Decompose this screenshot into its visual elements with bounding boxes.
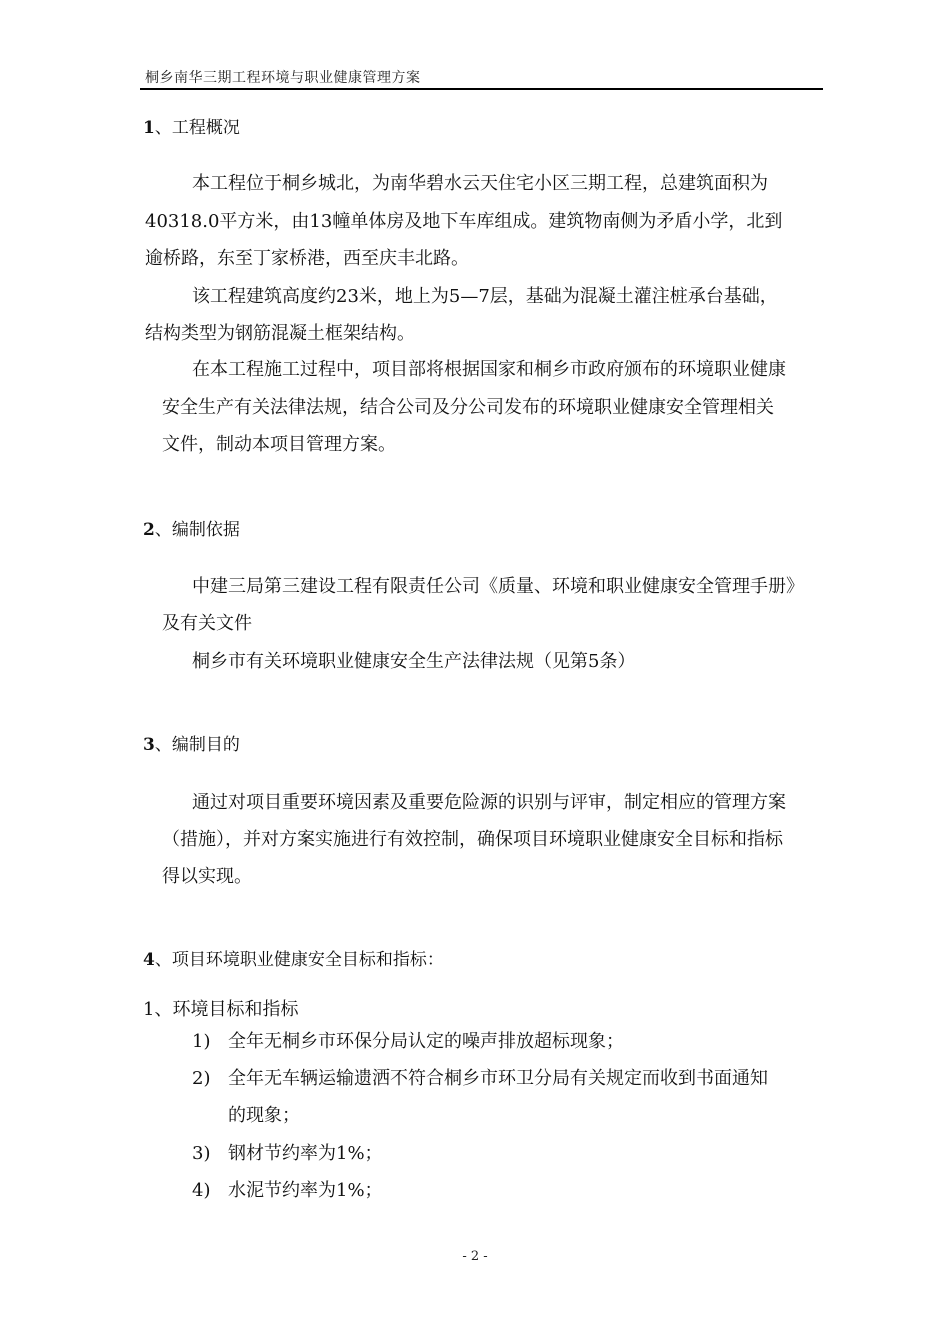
section-number: 2 bbox=[143, 520, 155, 540]
list-item-text: 全年无桐乡市环保分局认定的噪声排放超标现象； bbox=[228, 1031, 624, 1052]
section-number: 4 bbox=[143, 950, 155, 970]
paragraph-line: 通过对项目重要环境因素及重要危险源的识别与评审，制定相应的管理方案 bbox=[192, 792, 786, 813]
list-item-marker: 4) bbox=[192, 1180, 211, 1201]
paragraph-line: 文件，制动本项目管理方案。 bbox=[162, 434, 396, 455]
paragraph-line: 中建三局第三建设工程有限责任公司《质量、环境和职业健康安全管理手册》 bbox=[192, 576, 804, 597]
section-title: 、项目环境职业健康安全目标和指标： bbox=[154, 950, 444, 970]
paragraph-line: 40318.0平方米，由13幢单体房及地下车库组成。建筑物南侧为矛盾小学，北到 bbox=[145, 211, 783, 232]
section-title: 、编制依据 bbox=[154, 520, 240, 540]
paragraph-line: 安全生产有关法律法规，结合公司及分公司发布的环境职业健康安全管理相关 bbox=[162, 397, 774, 418]
section-title: 、编制目的 bbox=[154, 735, 240, 755]
subsection-heading: 1、环境目标和指标 bbox=[143, 999, 299, 1020]
paragraph-line: 逾桥路，东至丁家桥港，西至庆丰北路。 bbox=[145, 248, 469, 269]
section-heading-2 bbox=[143, 518, 240, 542]
paragraph-line: （措施），并对方案实施进行有效控制，确保项目环境职业健康安全目标和指标 bbox=[162, 829, 783, 850]
paragraph-line: 得以实现。 bbox=[162, 866, 252, 887]
paragraph-line: 及有关文件 bbox=[162, 613, 252, 634]
section-title: 、工程概况 bbox=[154, 118, 240, 138]
list-item-text: 钢材节约率为1%； bbox=[228, 1143, 383, 1164]
page-number: - 2 - bbox=[462, 1249, 488, 1264]
list-item-marker: 1) bbox=[192, 1031, 211, 1052]
paragraph-line: 该工程建筑高度约23米，地上为5—7层，基础为混凝土灌注桩承台基础， bbox=[192, 286, 778, 307]
section-heading-3 bbox=[143, 733, 240, 757]
paragraph-line: 桐乡市有关环境职业健康安全生产法律法规（见第5条） bbox=[192, 651, 636, 672]
section-number: 1 bbox=[143, 118, 155, 138]
list-item-marker: 3) bbox=[192, 1143, 211, 1164]
section-heading-1 bbox=[143, 116, 240, 140]
list-item-marker: 2) bbox=[192, 1068, 211, 1089]
running-header: 桐乡南华三期工程环境与职业健康管理方案 bbox=[145, 70, 421, 86]
header-divider bbox=[140, 88, 823, 90]
paragraph-line: 在本工程施工过程中，项目部将根据国家和桐乡市政府颁布的环境职业健康 bbox=[192, 359, 786, 380]
list-item-text: 的现象； bbox=[228, 1105, 300, 1126]
section-heading-4 bbox=[143, 948, 444, 972]
section-number: 3 bbox=[143, 735, 155, 755]
paragraph-line: 结构类型为钢筋混凝土框架结构。 bbox=[145, 323, 415, 344]
list-item-text: 全年无车辆运输遗洒不符合桐乡市环卫分局有关规定而收到书面通知 bbox=[228, 1068, 768, 1089]
paragraph-line: 本工程位于桐乡城北，为南华碧水云天住宅小区三期工程，总建筑面积为 bbox=[192, 173, 768, 194]
list-item-text: 水泥节约率为1%； bbox=[228, 1180, 383, 1201]
